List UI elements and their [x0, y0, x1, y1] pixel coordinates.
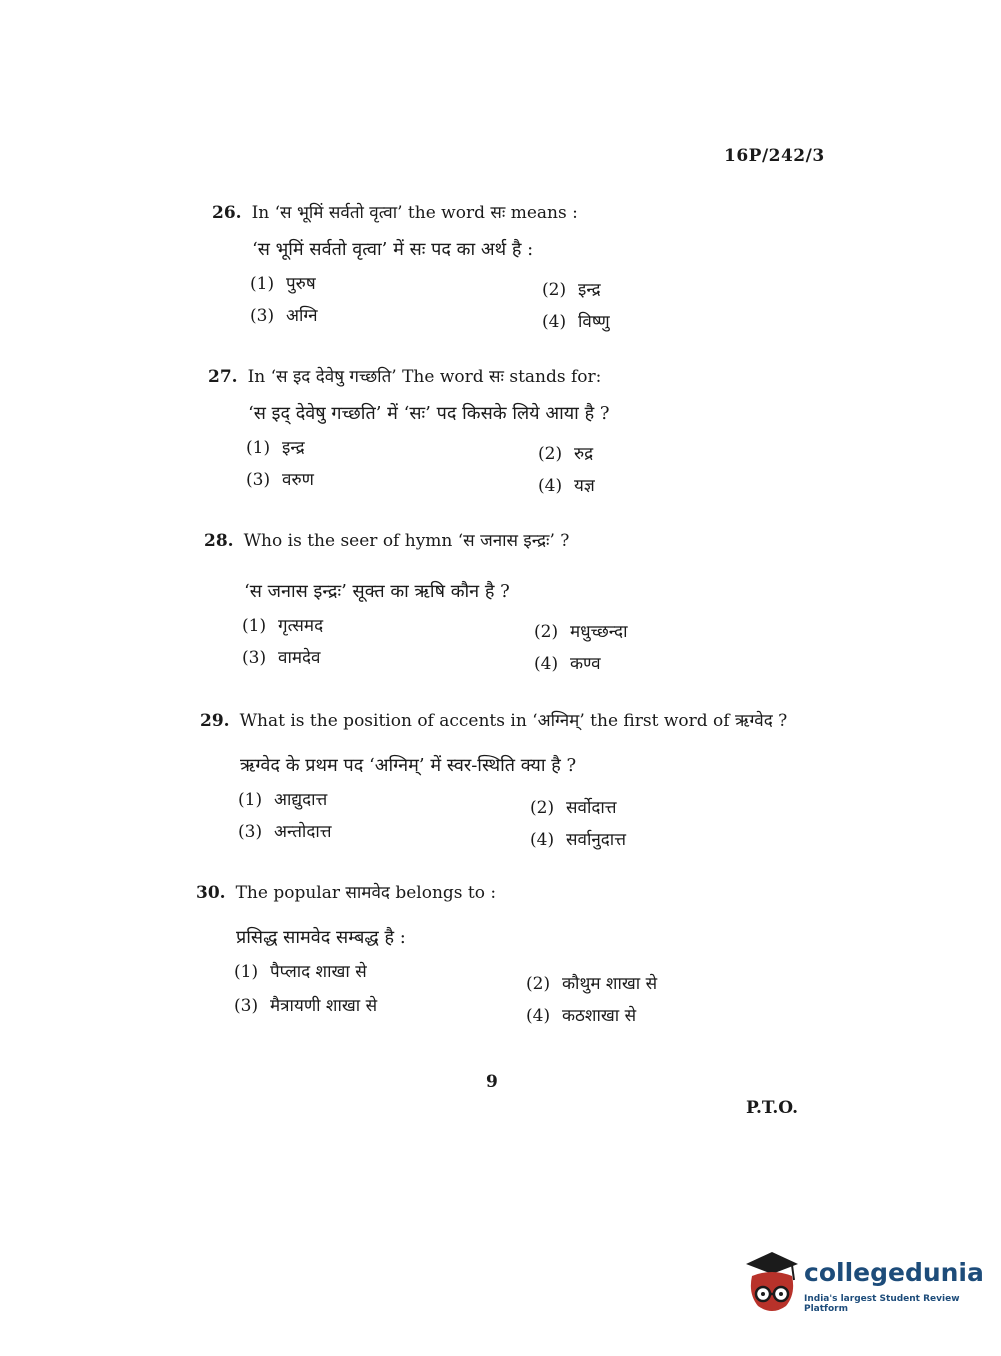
option-1: (1) पैप्लाद शाखा से: [234, 962, 367, 982]
option-2: (2) कौथुम शाखा से: [526, 974, 658, 994]
question-text-en: Who is the seer of hymn ‘स जनास इन्द्रः’ ?: [243, 531, 570, 551]
paper-code: 16P/242/3: [724, 146, 825, 166]
option-3: (3) वामदेव: [242, 648, 321, 668]
option-3: (3) अग्नि: [250, 306, 318, 326]
question-30: [196, 880, 658, 1027]
watermark-logo: [742, 1248, 984, 1318]
option-2: (2) इन्द्र: [542, 280, 601, 300]
question-text-en: The popular सामवेद belongs to :: [235, 883, 497, 903]
question-26: [212, 200, 610, 339]
question-text-hi: ‘स भूमिं सर्वतो वृत्वा’ में सः पद का अर्थ है :: [252, 239, 534, 260]
option-1: (1) पुरुष: [250, 274, 316, 294]
question-text-hi: प्रसिद्ध सामवेद सम्बद्ध है :: [236, 927, 406, 948]
question-number: 26.: [212, 203, 242, 223]
options: [250, 271, 610, 339]
option-1: (1) आद्युदात्त: [238, 790, 328, 810]
option-4: (4) विष्णु: [542, 312, 610, 332]
question-29: [200, 708, 787, 855]
option-2: (2) रुद्र: [538, 444, 594, 464]
question-28: [204, 528, 628, 681]
options: [238, 787, 787, 855]
brand-name: collegedunia: [804, 1258, 984, 1287]
option-2: (2) सर्वोदात्त: [530, 798, 617, 818]
options: [242, 613, 628, 681]
question-27: [208, 364, 610, 503]
mascot-icon: [742, 1248, 802, 1314]
question-number: 30.: [196, 883, 226, 903]
question-number: 29.: [200, 711, 230, 731]
question-number: 28.: [204, 531, 234, 551]
option-2: (2) मधुच्छन्दा: [534, 622, 628, 642]
option-3: (3) वरुण: [246, 470, 314, 490]
options: [234, 959, 658, 1027]
option-3: (3) अन्तोदात्त: [238, 822, 332, 842]
option-1: (1) गृत्समद: [242, 616, 324, 636]
question-text-en: In ‘स भूमिं सर्वतो वृत्वा’ the word सः means :: [251, 203, 578, 223]
option-3: (3) मैत्रायणी शाखा से: [234, 996, 378, 1016]
brand-tagline: India's largest Student Review Platform: [804, 1294, 960, 1314]
question-text-en: What is the position of accents in ‘अग्निम्’ the first word of ऋग्वेद ?: [239, 711, 788, 731]
question-text-hi: ऋग्वेद के प्रथम पद ‘अग्निम्’ में स्वर-स्थिति क्या है ?: [240, 755, 577, 776]
option-4: (4) यज्ञ: [538, 476, 595, 496]
option-4: (4) कठशाखा से: [526, 1006, 637, 1026]
question-text-hi: ‘स जनास इन्द्रः’ सूक्त का ऋषि कौन है ?: [244, 581, 510, 602]
question-number: 27.: [208, 367, 238, 387]
option-1: (1) इन्द्र: [246, 438, 305, 458]
question-text-hi: ‘स इद् देवेषु गच्छति’ में ‘सः’ पद किसके लिये आया है ?: [248, 403, 610, 424]
options: [246, 435, 610, 503]
option-4: (4) कण्व: [534, 654, 601, 674]
option-4: (4) सर्वानुदात्त: [530, 830, 626, 850]
pto-label: P.T.O.: [746, 1098, 798, 1118]
question-text-en: In ‘स इद देवेषु गच्छति’ The word सः stands for:: [247, 367, 602, 387]
page-number: 9: [486, 1072, 498, 1092]
